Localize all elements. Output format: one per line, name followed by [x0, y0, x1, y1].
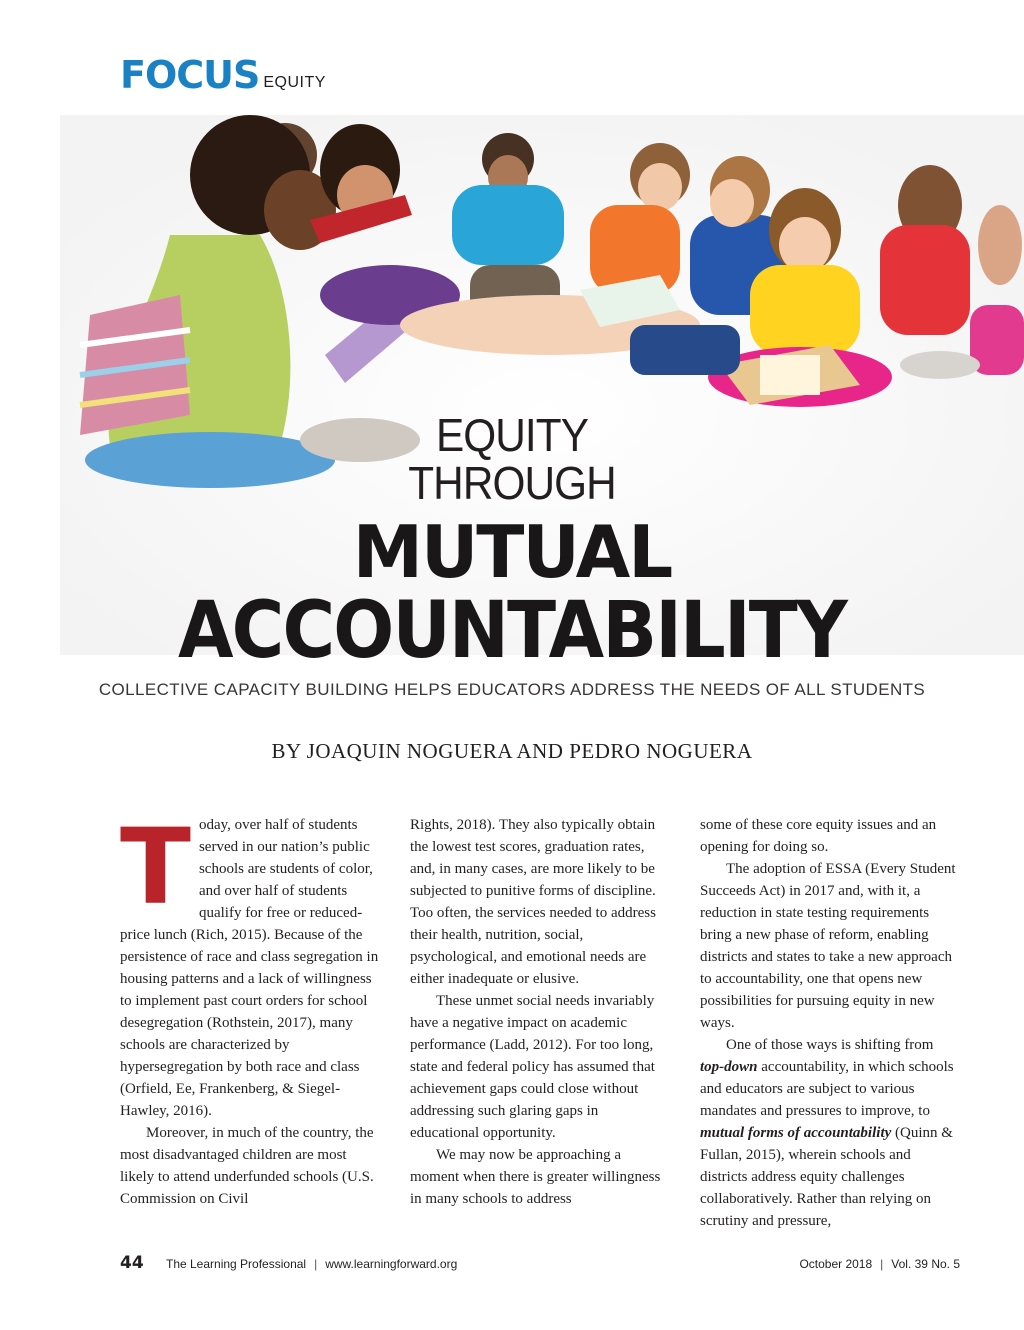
footer-right — [799, 1257, 960, 1271]
issue-volume: Vol. 39 No. 5 — [891, 1257, 960, 1271]
paragraph: some of these core equity issues and an opening for doing so. — [700, 817, 937, 855]
paragraph — [120, 806, 380, 1122]
paragraph: We may now be approaching a moment when there is greater willingness in many schools to address — [410, 1147, 661, 1207]
drop-cap: T — [120, 806, 191, 928]
website-link[interactable]: www.learningforward.org — [325, 1257, 458, 1271]
paragraph: Rights, 2018). They also typically obtain the lowest test scores, graduation rates, and, in many cases, are more likely to be subjected to punitive forms of discipline. Too often, the services needed to address their health, nutrition, social, psychological, and emotional needs are either inadequate or elusive. — [410, 817, 656, 987]
issue-date: October 2018 — [799, 1257, 873, 1271]
article-body — [120, 806, 970, 1234]
section-header — [120, 53, 326, 97]
paragraph: Moreover, in much of the country, the most disadvantaged children are most likely to attend underfunded schools (U.S. Commission on Civil — [120, 1125, 374, 1207]
publication-name: The Learning Professional — [166, 1257, 307, 1271]
footer-separator: | — [880, 1257, 884, 1271]
title-line-2: THROUGH — [408, 457, 616, 509]
footer-separator: | — [314, 1257, 318, 1271]
title-line-3: MUTUAL — [352, 510, 672, 594]
title-line-1: EQUITY — [435, 409, 589, 461]
text-run: One of those ways is shifting from — [726, 1037, 934, 1053]
section-label: EQUITY — [263, 74, 326, 91]
text-run: (Quinn & Fullan, 2015), wherein schools and districts address equity challenges collaboratively. Rather than relying on scrutiny and pressure, — [700, 1125, 953, 1229]
page-footer — [120, 1253, 970, 1276]
paragraph: These unmet social needs invariably have a negative impact on academic performance (Ladd, 2012). For too long, state and federal policy has assumed that achievement gaps could close without addressing such glaring gaps in educational opportunity. — [410, 993, 655, 1141]
emphasis-text: top-down — [700, 1059, 758, 1075]
body-column-1 — [120, 806, 380, 1210]
page-number: 44 — [120, 1253, 144, 1273]
paragraph-text: oday, over half of students served in our nation’s public schools are students of color, and over half of students qualify for free or reduced-price lunch (Rich, 2015). Because of the persistence of race and class segregation in housing patterns and a lack of willingness to implement past court orders for school desegregation (Rothstein, 2017), many schools are characterized by hypersegregation by both race and class (Orfield, Ee, Frankenberg, & Siegel-Hawley, 2016). — [120, 817, 379, 1119]
paragraph — [700, 1034, 960, 1232]
text-run: accountability, in which schools and educators are subject to various mandates and pressures to improve, to — [700, 1059, 954, 1119]
title-line-4: ACCOUNTABILITY — [177, 586, 847, 676]
focus-label: FOCUS — [120, 53, 260, 97]
body-column-3 — [700, 814, 960, 1232]
article-subtitle: COLLECTIVE CAPACITY BUILDING HELPS EDUCATORS ADDRESS THE NEEDS OF ALL STUDENTS — [98, 680, 926, 699]
paragraph: The adoption of ESSA (Every Student Succeeds Act) in 2017 and, with it, a reduction in state testing requirements bring a new phase of reform, enabling districts and states to take a new approach to accountability, one that opens new possibilities for pursuing equity in new ways. — [700, 861, 956, 1031]
emphasis-text: mutual forms of accountability — [700, 1125, 892, 1141]
footer-left — [166, 1257, 457, 1271]
body-column-2 — [410, 814, 670, 1210]
author-byline: BY JOAQUIN NOGUERA AND PEDRO NOGUERA — [271, 739, 753, 763]
